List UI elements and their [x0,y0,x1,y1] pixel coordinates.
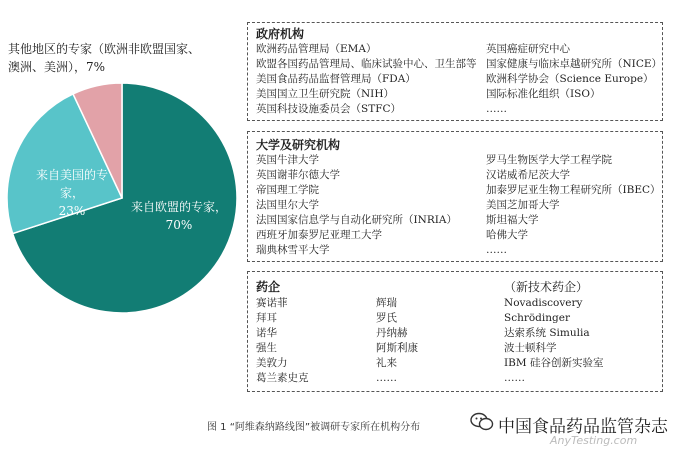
pharma-box [247,271,663,392]
list-item: 西班牙加泰罗尼亚理工大学 [256,229,382,241]
list-item: 葛兰素史克 [256,372,309,384]
list-item: Schrödinger [504,312,570,324]
list-item: 拜耳 [256,312,277,324]
list-item: 欧盟各国药品管理局、临床试验中心、卫生部等 [256,58,477,70]
pie-label-eu: 来自欧盟的专家， 70% [130,200,227,232]
pharma-col-3 [504,279,664,386]
list-item: 诺华 [256,327,277,339]
list-item: 罗氏 [376,312,397,324]
list-item: 强生 [256,342,277,354]
watermark-sub: AnyTesting.com [550,434,638,447]
gov-institutions-box [247,22,663,121]
list-item: 赛诺菲 [256,297,288,309]
list-item: 阿斯利康 [376,342,418,354]
list-item: 礼来 [376,357,397,369]
uni-title: 大学及研究机构 [256,138,341,152]
list-item: 辉瑞 [376,297,397,309]
list-item: 美国国立卫生研究院（NIH） [256,88,394,100]
list-item: 国际标准化组织（ISO） [486,88,601,100]
pharma-col-2 [376,279,504,386]
gov-title: 政府机构 [256,27,305,41]
list-item: 斯坦福大学 [486,214,539,226]
list-item: 汉诺威希尼茨大学 [486,169,570,181]
list-item: 欧洲科学协会（Science Europe） [486,73,654,85]
list-item: 国家健康与临床卓越研究所（NICE） [486,58,663,70]
list-item: 美敦力 [256,357,288,369]
uni-left-list [256,153,486,258]
list-item: 英国科技设施委员会（STFC） [256,103,402,115]
wechat-icon [470,412,494,432]
list-item: Novadiscovery [504,297,583,309]
pharma-title: 药企 [256,280,281,294]
figure-caption: 图 1 “阿维森纳路线图”被调研专家所在机构分布 [207,422,421,433]
list-item: 美国食品药品监督管理局（FDA） [256,73,416,85]
pie-label-usa: 来自美国的专家， 23% [35,168,108,218]
gov-left-list [256,42,486,117]
gov-right-list [486,42,663,117]
list-item: …… [376,372,397,384]
list-item: 罗马生物医学大学工程学院 [486,154,612,166]
list-item: 美国芝加哥大学 [486,199,560,211]
list-item: 英国谢菲尔德大学 [256,169,340,181]
list-item: 丹纳赫 [376,327,408,339]
list-item: 波士顿科学 [504,342,557,354]
list-item: 法国里尔大学 [256,199,319,211]
uni-right-list [486,153,661,258]
list-item: 达索系统 Simulia [504,327,590,339]
list-item: …… [486,103,507,115]
list-item: IBM 硅谷创新实验室 [504,357,604,369]
list-item: 瑞典林雪平大学 [256,244,330,256]
list-item: 英国癌症研究中心 [486,43,570,55]
list-item: 法国国家信息学与自动化研究所（INRIA） [256,214,457,226]
list-item: 加泰罗尼亚生物工程研究所（IBEC） [486,184,661,196]
list-item: 英国牛津大学 [256,154,319,166]
list-item: 哈佛大学 [486,229,528,241]
list-item: 欧洲药品管理局（EMA） [256,43,377,55]
watermark-main: 中国食品药品监管杂志 [498,417,668,437]
pie-label-other: 其他地区的专家（欧洲非欧盟国家、澳洲、美洲），7% [8,42,201,74]
list-item: …… [486,244,507,256]
universities-box [247,131,663,262]
new-tech-title: （新技术药企） [504,280,589,294]
list-item: 帝国理工学院 [256,184,319,196]
pharma-col-1 [256,279,376,386]
list-item: …… [504,372,525,384]
